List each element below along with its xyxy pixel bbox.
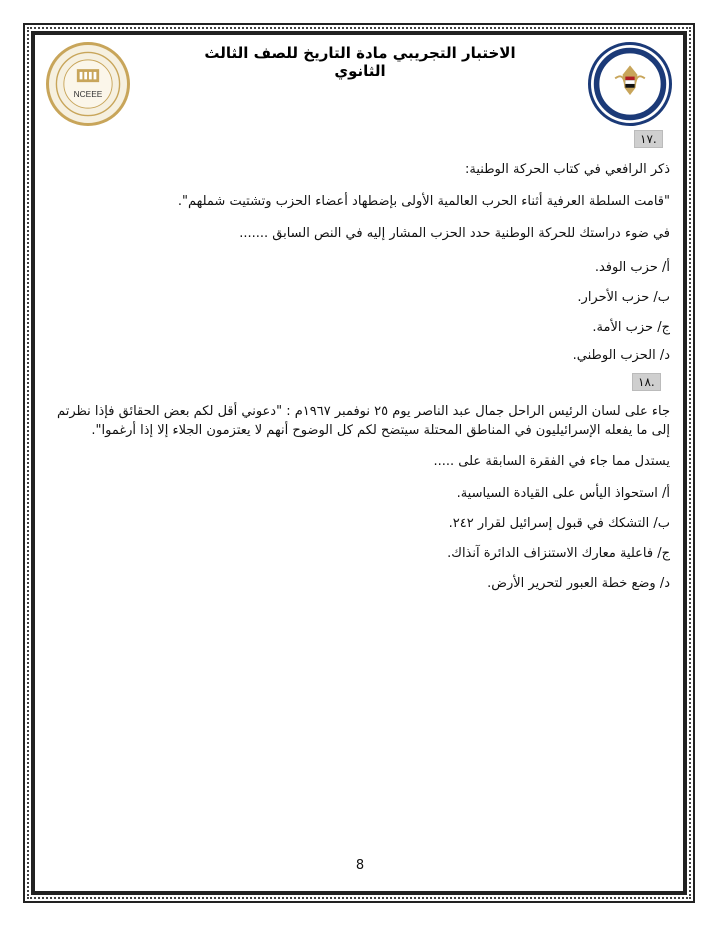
question-18-prompt: يستدل مما جاء في الفقرة السابقة على ..... bbox=[433, 454, 670, 469]
exam-title: الاختبار التجريبي مادة التاريخ للصف الثالث الثانوي bbox=[204, 44, 516, 80]
logo-left-text: NCEEE bbox=[73, 89, 103, 99]
question-17-option-d: د/ الحزب الوطني. bbox=[572, 348, 670, 363]
nceee-logo bbox=[46, 42, 130, 126]
question-17-option-b: ب/ حزب الأحرار. bbox=[577, 290, 670, 305]
page-number: 8 bbox=[355, 858, 365, 873]
ministry-logo bbox=[588, 42, 672, 126]
nceee-emblem-icon bbox=[49, 45, 127, 123]
question-18-option-a: أ/ استحواذ اليأس على القيادة السياسية. bbox=[456, 486, 670, 501]
question-18-option-d: د/ وضع خطة العبور لتحرير الأرض. bbox=[487, 576, 670, 591]
question-18-option-c: ج/ فاعلية معارك الاستنزاف الدائرة آنذاك. bbox=[447, 546, 670, 561]
question-17-intro: ذكر الرافعي في كتاب الحركة الوطنية: bbox=[465, 162, 670, 177]
question-17-number: .١٧ bbox=[634, 130, 663, 148]
ministry-eagle-icon bbox=[591, 45, 669, 123]
question-17-option-a: أ/ حزب الوفد. bbox=[594, 260, 670, 275]
question-17-option-c: ج/ حزب الأمة. bbox=[592, 320, 670, 335]
question-18-option-b: ب/ التشكك في قبول إسرائيل لقرار ٢٤٢. bbox=[448, 516, 670, 531]
question-17-prompt: في ضوء دراستك للحركة الوطنية حدد الحزب المشار إليه في النص السابق ....... bbox=[239, 226, 670, 241]
question-17-quote: "قامت السلطة العرفية أثناء الحرب العالمية الأولى بإضطهاد أعضاء الحزب وتشتيت شملهم". bbox=[177, 194, 670, 209]
question-18-number: .١٨ bbox=[632, 373, 661, 391]
question-18-passage: جاء على لسان الرئيس الراحل جمال عبد الناصر يوم ٢٥ نوفمبر ١٩٦٧م : "دعوني أقل لكم بعض الحقائق فإذا نظرتم إلى ما يفعله الإسرائيليون في المناطق المحتلة سيتضح لكم كل الوضوح أنهم لا يعتزمون الجلاء إلا إذا أرغموا". bbox=[57, 404, 670, 438]
